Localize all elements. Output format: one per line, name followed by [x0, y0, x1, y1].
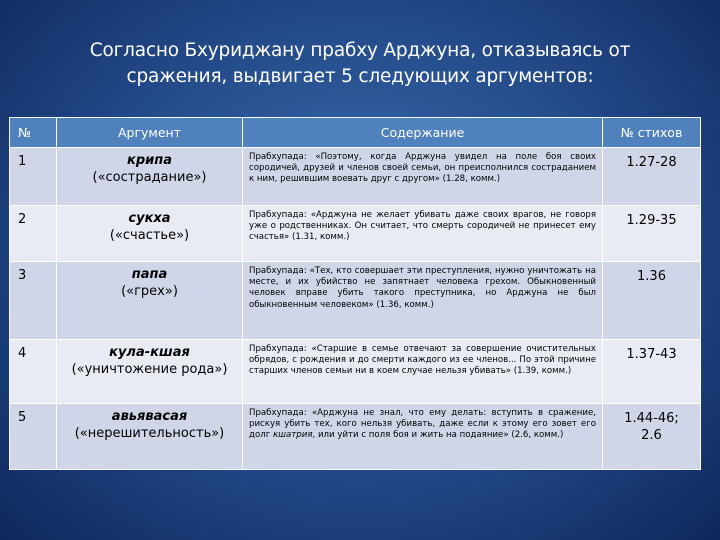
- verses-line-1: 1.44-46;: [624, 411, 679, 426]
- slide-title: [40, 38, 680, 90]
- header-argument: Аргумент: [57, 118, 243, 148]
- row-argument: [57, 404, 243, 470]
- table-row: [10, 148, 701, 206]
- row-num: 3: [10, 262, 57, 340]
- title-line-1: Согласно Бхуриджану прабху Арджуна, отказываясь от: [89, 40, 631, 61]
- row-num: 4: [10, 340, 57, 404]
- argument-term: авьявасая: [111, 409, 188, 424]
- argument-term: крипа: [127, 153, 172, 168]
- row-verses: 1.36: [603, 262, 701, 340]
- header-content: Содержание: [243, 118, 603, 148]
- argument-term: сукха: [128, 211, 171, 226]
- argument-translation: («уничтожение рода»): [71, 362, 228, 377]
- argument-term: кула-кшая: [109, 345, 190, 360]
- header-num: №: [10, 118, 57, 148]
- row-verses: [603, 404, 701, 470]
- row-content: Прабхупада: «Арджуна не желает убивать даже своих врагов, не говоря уже о родственниках. Он считает, что смерть сородичей не принесет ему счастья» (1.31, комм.): [243, 206, 603, 262]
- argument-translation: («счастье»): [109, 228, 190, 243]
- title-line-2: сражения, выдвигает 5 следующих аргументов:: [126, 66, 594, 87]
- table-row: [10, 340, 701, 404]
- row-verses: 1.37-43: [603, 340, 701, 404]
- row-num: 1: [10, 148, 57, 206]
- row-content: Прабхупада: «Поэтому, когда Арджуна увидел на поле боя своих сородичей, друзей и членов своей семьи, он преисполнился состраданием к ним, решившим воевать друг с другом» (1.28, комм.): [243, 148, 603, 206]
- content-text: Прабхупада: «Арджуна не знал, что ему делать: вступить в сражение, рискуя убить тех, кого нельзя убивать, даже если к этому его зовет его долг: [249, 408, 596, 441]
- table-row: [10, 206, 701, 262]
- row-argument: [57, 206, 243, 262]
- content-text-end: , или уйти с поля боя и жить на подаяние» (2.6, комм.): [312, 430, 564, 441]
- row-content: Прабхупада: «Старшие в семье отвечают за совершение очистительных обрядов, с рождения и до смерти каждого из ее членов... По этой причине старших членов семьи ни в коем случае нельзя убивать» (1.39, комм.): [243, 340, 603, 404]
- argument-translation: («грех»): [121, 284, 178, 299]
- row-verses: 1.29-35: [603, 206, 701, 262]
- argument-translation: («сострадание»): [92, 170, 207, 185]
- header-verses: № стихов: [603, 118, 701, 148]
- arguments-table: [9, 117, 701, 470]
- table-row: [10, 404, 701, 470]
- argument-term: папа: [131, 267, 168, 282]
- row-argument: [57, 148, 243, 206]
- row-num: 2: [10, 206, 57, 262]
- verses-line-2: 2.6: [641, 428, 662, 443]
- table-row: [10, 262, 701, 340]
- row-argument: [57, 262, 243, 340]
- content-italic-term: кшатрия: [272, 430, 313, 441]
- row-verses: 1.27-28: [603, 148, 701, 206]
- row-argument: [57, 340, 243, 404]
- row-content: [243, 404, 603, 470]
- table-header-row: [10, 118, 701, 148]
- argument-translation: («нерешительность»): [74, 426, 225, 441]
- row-content: Прабхупада: «Тех, кто совершает эти преступления, нужно уничтожать на месте, и их убийство не запятнает человека грехом. Обыкновенный человек вправе убить такого преступника, но Арджуна не был обыкновенным человеком» (1.36, комм.): [243, 262, 603, 340]
- row-num: 5: [10, 404, 57, 470]
